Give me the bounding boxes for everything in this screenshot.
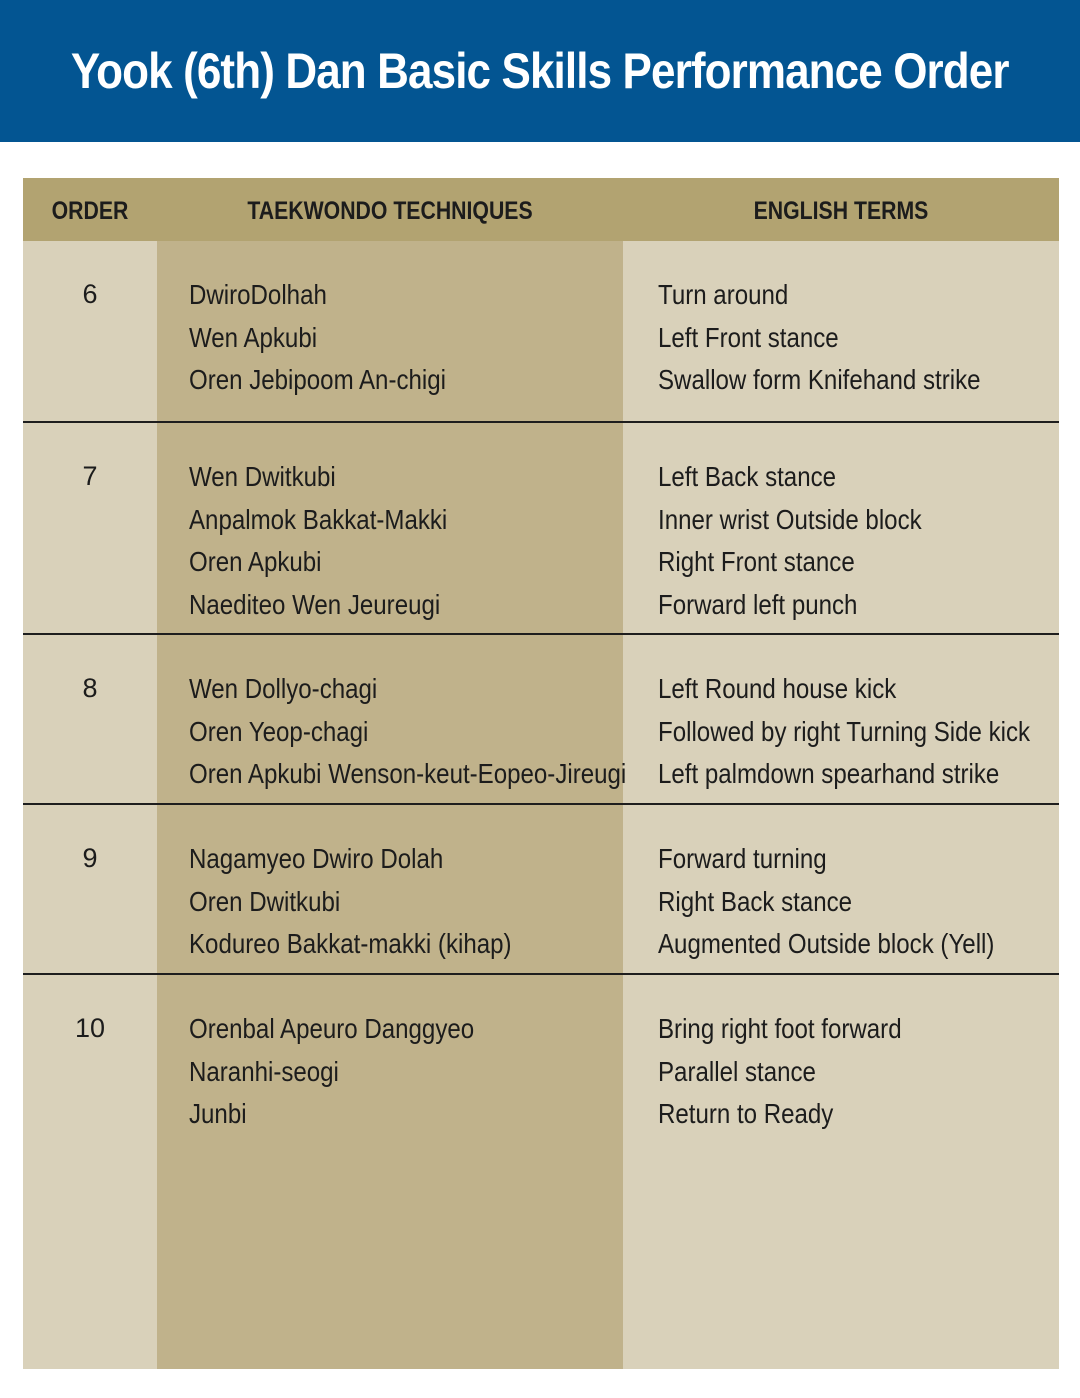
- english-term-item: Left palmdown spearhand strike: [658, 758, 1000, 789]
- english-term-item: Parallel stance: [658, 1055, 816, 1087]
- technique-item: Anpalmok Bakkat-Makki: [189, 503, 448, 535]
- technique-list: [189, 1013, 521, 1141]
- english-term-list: [658, 1013, 941, 1141]
- english-term-item: Return to Ready: [658, 1098, 834, 1129]
- technique-item: Wen Dollyo-chagi: [189, 673, 378, 704]
- technique-item: Naediteo Wen Jeureugi: [189, 588, 441, 620]
- english-term-item: Augmented Outside block (Yell): [658, 928, 995, 959]
- english-term-item: Turn around: [658, 279, 789, 310]
- page-title: Yook (6th) Dan Basic Skills Performance Order: [71, 43, 1009, 99]
- english-term-item: Right Front stance: [658, 546, 855, 577]
- table-row: [23, 635, 1059, 805]
- order-number: 8: [82, 673, 98, 703]
- english-term-item: Inner wrist Outside block: [658, 503, 922, 535]
- technique-item: Oren Jebipoom An-chigi: [189, 364, 446, 395]
- technique-item: Nagamyeo Dwiro Dolah: [189, 843, 444, 874]
- order-number: 10: [74, 1013, 106, 1043]
- order-number: 6: [82, 279, 98, 309]
- english-term-item: Right Back stance: [658, 885, 853, 917]
- english-term-item: Left Back stance: [658, 461, 837, 492]
- english-term-item: Forward turning: [658, 843, 827, 874]
- technique-item: Kodureo Bakkat-makki (kihap): [189, 928, 512, 959]
- english-term-item: Left Round house kick: [658, 673, 897, 704]
- title-banner: [0, 0, 1080, 142]
- technique-item: DwiroDolhah: [189, 279, 327, 310]
- english-term-item: Forward left punch: [658, 588, 858, 620]
- table-row: [23, 975, 1059, 1369]
- technique-list: [189, 461, 489, 631]
- english-term-list: [658, 843, 1049, 971]
- table-header: [23, 178, 1059, 241]
- header-techniques: TAEKWONDO TECHNIQUES: [247, 197, 533, 225]
- table-row: [23, 241, 1059, 423]
- technique-item: Junbi: [189, 1098, 247, 1129]
- technique-list: [189, 673, 697, 801]
- table-row: [23, 423, 1059, 635]
- technique-item: Wen Apkubi: [189, 321, 318, 353]
- english-term-item: Swallow form Knifehand strike: [658, 364, 981, 395]
- technique-list: [189, 843, 564, 971]
- technique-item: Oren Dwitkubi: [189, 885, 341, 917]
- technique-item: Naranhi-seogi: [189, 1055, 339, 1087]
- english-term-item: Bring right foot forward: [658, 1013, 902, 1044]
- header-order: ORDER: [51, 197, 129, 225]
- technique-item: Oren Yeop-chagi: [189, 715, 369, 747]
- technique-item: Oren Apkubi Wenson-keut-Eopeo-Jireugi: [189, 758, 627, 789]
- technique-item: Oren Apkubi: [189, 546, 322, 577]
- table-row: [23, 805, 1059, 975]
- english-term-list: [658, 461, 965, 631]
- performance-order-table: [23, 178, 1059, 1369]
- technique-item: Orenbal Apeuro Danggyeo: [189, 1013, 475, 1044]
- order-number: 9: [82, 843, 98, 873]
- english-term-list: [658, 279, 1033, 407]
- order-number: 7: [82, 461, 98, 491]
- technique-item: Wen Dwitkubi: [189, 461, 336, 492]
- technique-list: [189, 279, 488, 407]
- english-term-item: Followed by right Turning Side kick: [658, 715, 1031, 747]
- english-term-item: Left Front stance: [658, 321, 839, 353]
- english-term-list: [658, 673, 1080, 801]
- header-english-terms: ENGLISH TERMS: [753, 197, 929, 225]
